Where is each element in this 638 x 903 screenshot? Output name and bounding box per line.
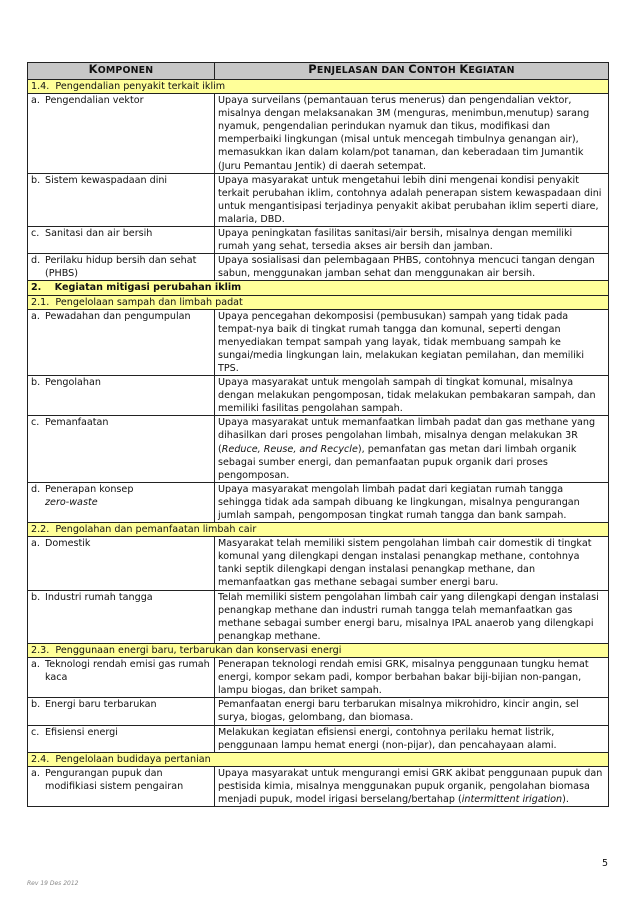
table-row: c. Pemanfaatan Upaya masyarakat untuk memanfaatkan limbah padat dan gas methane yang dihasilkan dari proses pengolahan limbah, misalnya dengan melakukan 3R (Reduce, Reuse, and Recycle), pemanfatan gas metan dari limbah organik sebagai sumber energi, dan pemanfaatan pupuk organik dari proses pengomposan. [28, 416, 609, 482]
section-row-1-4: 1.4. Pengendalian penyakit terkait iklim [28, 80, 609, 94]
table-row: a. Pengendalian vektor Upaya surveilans (pemantauan terus menerus) dan pengendalian vektor, misalnya dengan melaksanakan 3M (menguras, menimbun,menutup) sarang nyamuk, pengendalian perindukan nyamuk dan tikus, modifikasi dan memperbaiki lingkungan (misal untuk mencegah timbulnya genangan air), memasukkan ikan dalam kolam/pot tanaman, dan keberadaan tim Jumantik (Juru Pemantau Jentik) di daerah setempat. [28, 94, 609, 174]
revision-note: Rev 19 Des 2012 [27, 880, 79, 887]
table-row: d. Perilaku hidup bersih dan sehat (PHBS) Upaya sosialisasi dan pelembagaan PHBS, contohnya mencuci tangan dengan sabun, menggunakan jamban sehat dan menggunakan air bersih. [28, 254, 609, 281]
section-row-2-1: 2.1. Pengelolaan sampah dan limbah padat [28, 295, 609, 309]
section-row-2: 2. Kegiatan mitigasi perubahan iklim [28, 281, 609, 295]
section-row-2-4: 2.4. Pengelolaan budidaya pertanian [28, 752, 609, 766]
table-row: b. Pengolahan Upaya masyarakat untuk mengolah sampah di tingkat komunal, misalnya dengan melakukan pengomposan, tidak melakukan pembakaran sampah, dan memiliki fasilitas pengolahan sampah. [28, 376, 609, 416]
table-row: c. Sanitasi dan air bersih Upaya peningkatan fasilitas sanitasi/air bersih, misalnya dengan memiliki rumah yang sehat, tersedia akses air bersih dan jamban. [28, 227, 609, 254]
table-row: b. Industri rumah tangga Telah memiliki sistem pengolahan limbah cair yang dilengkapi dengan instalasi penangkap methane dan industri rumah tangga telah memanfaatkan gas methane sebagai sumber energi baru, misalnya IPAL anaerob yang dilengkapi penangkap methane. [28, 590, 609, 643]
table-row: b. Sistem kewaspadaan dini Upaya masyarakat untuk mengetahui lebih dini mengenai kondisi penyakit terkait perubahan iklim, contohnya adalah penerapan sistem kewaspadaan dini untuk mengantisipasi terjadinya penyakit akibat perubahan iklim seperti diare, malaria, DBD. [28, 173, 609, 226]
header-penjelasan: PENJELASAN DAN CONTOH KEGIATAN [215, 63, 609, 80]
table-row: a. Pewadahan dan pengumpulan Upaya pencegahan dekomposisi (pembusukan) sampah yang tidak pada tempat-nya baik di tingkat rumah tangga dan komunal, seperti dengan menyediakan tempat sampah yang layak, tidak membuang sampah ke sungai/media lingkungan lain, melakukan kegiatan pemilahan, dan memiliki TPS. [28, 309, 609, 375]
table-row: d. Penerapan konsep zero-waste Upaya masyarakat mengolah limbah padat dari kegiatan rumah tangga sehingga tidak ada sampah dibuang ke lingkungan, misalnya pengurangan jumlah sampah, pengomposan tingkat rumah tangga dan bank sampah. [28, 482, 609, 522]
section-row-2-3: 2.3. Penggunaan energi baru, terbarukan dan konservasi energi [28, 643, 609, 657]
table-header-row [28, 63, 609, 80]
table-row: a. Pengurangan pupuk dan modifikiasi sistem pengairan Upaya masyarakat untuk mengurangi emisi GRK akibat penggunaan pupuk dan pestisida kimia, misalnya menggunakan pupuk organik, pengolahan biomasa menjadi pupuk, model irigasi berselang/bertahap (intermittent irigation). [28, 766, 609, 806]
table-row: b. Energi baru terbarukan Pemanfaatan energi baru terbarukan misalnya mikrohidro, kincir angin, sel surya, biogas, gelombang, dan biomasa. [28, 698, 609, 725]
table-row: a. Domestik Masyarakat telah memiliki sistem pengolahan limbah cair domestik di tingkat komunal yang dilengkapi dengan instalasi penangkap methane, contohnya tanki septik dilengkapi dengan instalasi penangkap methane, dan memanfaatkan gas methane sebagai sumber energi baru. [28, 537, 609, 590]
page-number: 5 [601, 858, 608, 869]
header-komponen: KOMPONEN [28, 63, 215, 80]
section-row-2-2: 2.2. Pengolahan dan pemanfaatan limbah cair [28, 523, 609, 537]
table-row: a. Teknologi rendah emisi gas rumah kaca Penerapan teknologi rendah emisi GRK, misalnya penggunaan tungku hemat energi, kompor sekam padi, kompor berbahan bakar biji-bijian non-pangan, lampu biogas, dan briket sampah. [28, 658, 609, 698]
activity-table [27, 62, 609, 807]
table-row: c. Efisiensi energi Melakukan kegiatan efisiensi energi, contohnya perilaku hemat listrik, penggunaan lampu hemat energi (non-pijar), dan pencahayaan alami. [28, 725, 609, 752]
